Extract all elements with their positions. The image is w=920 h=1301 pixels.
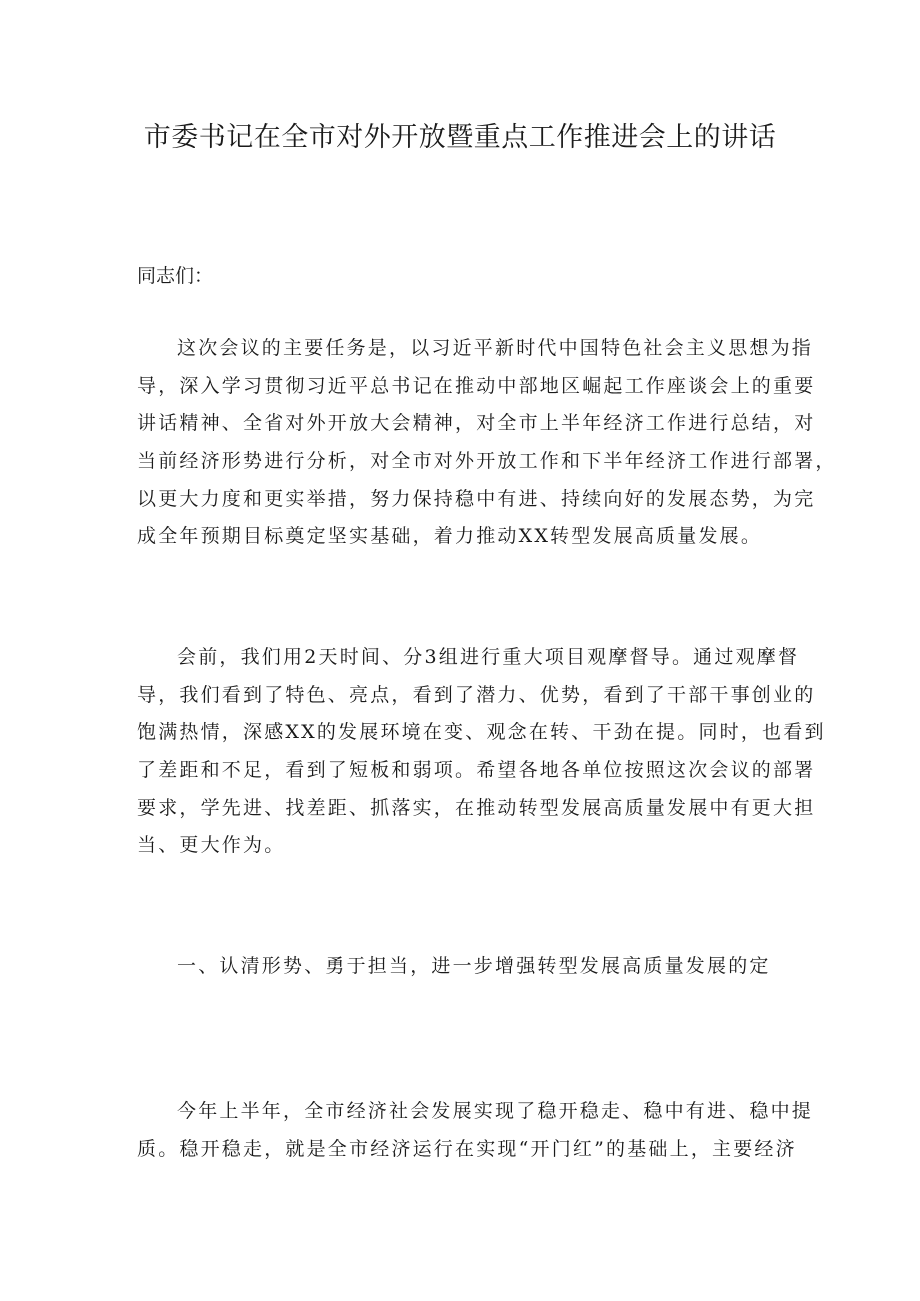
paragraph-line: 导，深入学习贯彻习近平总书记在推动中部地区崛起工作座谈会上的重要	[137, 374, 816, 397]
paragraph-line: 导，我们看到了特色、亮点，看到了潜力、优势，看到了干部干事创业的	[137, 683, 816, 706]
paragraph-line: 这次会议的主要任务是，以习近平新时代中国特色社会主义思想为指	[177, 337, 814, 359]
paragraph-line: 今年上半年，全市经济社会发展实现了稳开稳走、稳中有进、稳中提	[177, 1100, 814, 1122]
document-title: 市委书记在全市对外开放暨重点工作推进会上的讲话	[143, 122, 777, 153]
paragraph-first-half-review	[137, 1093, 814, 1168]
paragraph-line: 以更大力度和更实举措，努力保持稳中有进、持续向好的发展态势，为完	[137, 487, 816, 510]
paragraph-line: 饱满热情，深感XX的发展环境在变、观念在转、干劲在提。同时，也看到	[137, 721, 826, 744]
paragraph-line: 成全年预期目标奠定坚实基础，着力推动XX转型发展高质量发展。	[137, 525, 763, 548]
paragraph-line: 要求，学先进、找差距、抓落实，在推动转型发展高质量发展中有更大担	[137, 796, 816, 819]
paragraph-line: 当前经济形势进行分析，对全市对外开放工作和下半年经济工作进行部署，	[137, 450, 837, 473]
salutation: 同志们：	[137, 265, 214, 287]
paragraph-line: 会前，我们用2天时间、分3组进行重大项目观摩督导。通过观摩督	[177, 646, 800, 668]
paragraph-line: 质。稳开稳走，就是全市经济运行在实现“开门红”的基础上，主要经济	[137, 1137, 797, 1160]
section-heading: 一、认清形势、勇于担当，进一步增强转型发展高质量发展的定	[177, 955, 771, 977]
paragraph-meeting-tasks	[137, 330, 837, 556]
paragraph-line: 了差距和不足，看到了短板和弱项。希望各地各单位按照这次会议的部署	[137, 759, 816, 782]
paragraph-line: 讲话精神、全省对外开放大会精神，对全市上半年经济工作进行总结，对	[137, 412, 816, 435]
paragraph-line: 当、更大作为。	[137, 834, 286, 857]
paragraph-project-inspection	[137, 639, 826, 865]
